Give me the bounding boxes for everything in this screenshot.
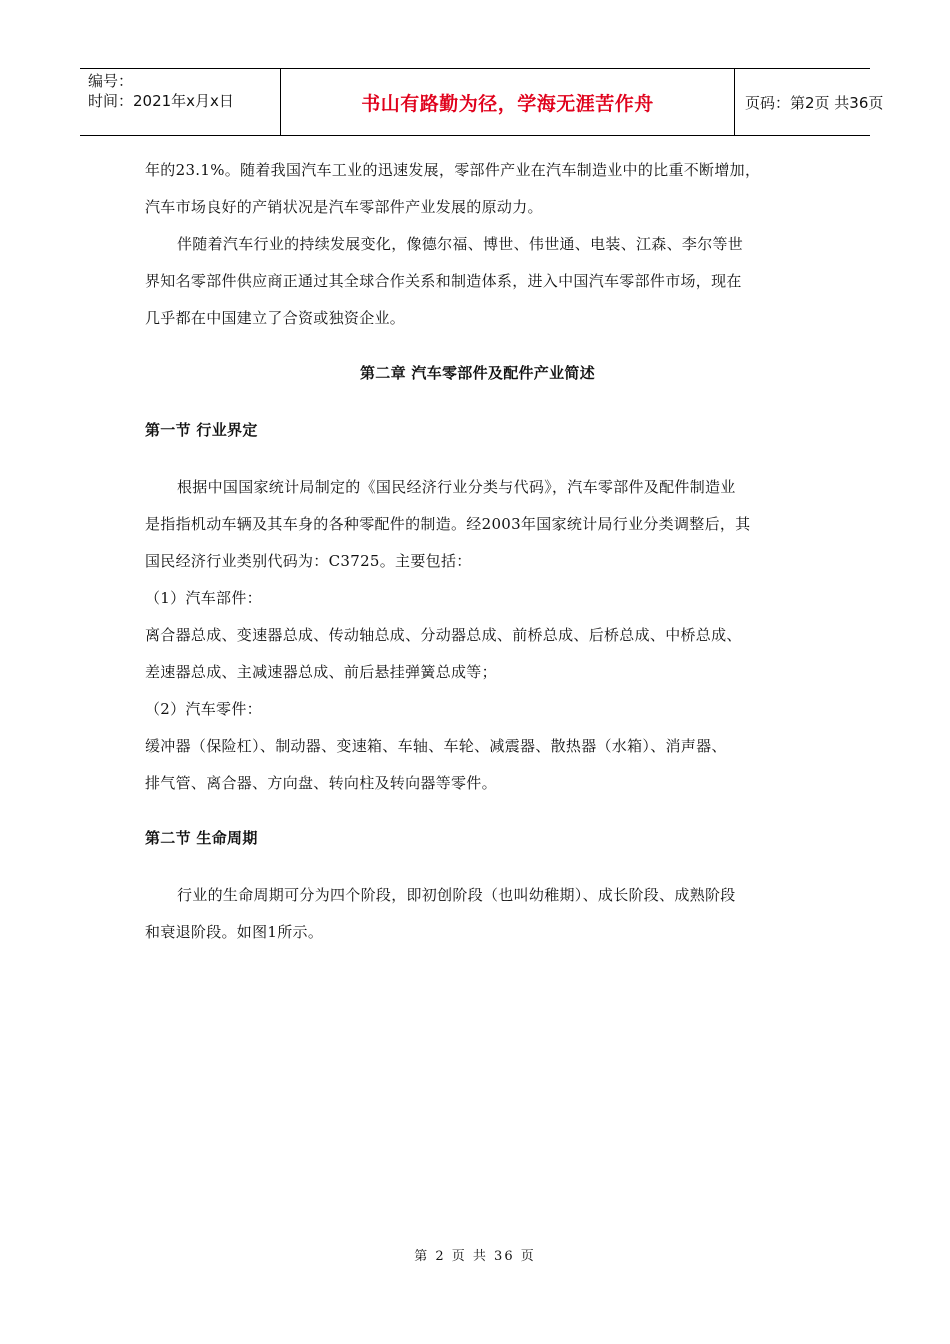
header-motto: 书山有路勤为径，学海无涯苦作舟 [361,92,654,115]
paragraph-line: 汽车市场良好的产销状况是汽车零部件产业发展的原动力。 [145,198,543,216]
paragraph-line: 几乎都在中国建立了合资或独资企业。 [145,309,406,327]
paragraph-line: 排气管、离合器、方向盘、转向柱及转向器等零件。 [145,774,497,792]
document-number-label: 编号： [88,72,134,90]
list-item-label: （1）汽车部件： [145,589,262,607]
chapter-title: 第二章 汽车零部件及配件产业简述 [359,364,596,382]
paragraph-line: 界知名零部件供应商正通过其全球合作关系和制造体系，进入中国汽车零部件市场，现在 [145,272,742,290]
paragraph-line: 根据中国国家统计局制定的《国民经济行业分类与代码》，汽车零部件及配件制造业 [177,478,736,496]
paragraph-line: 和衰退阶段。如图1所示。 [145,923,324,941]
header-motto-cell [280,69,735,135]
paragraph-line: 缓冲器（保险杠）、制动器、变速箱、车轴、车轮、减震器、散热器（水箱）、消声器、 [145,737,727,755]
page-footer: 第 2 页 共 36 页 [414,1249,536,1264]
paragraph-line: 差速器总成、主减速器总成、前后悬挂弹簧总成等； [145,663,497,681]
header-page-info: 页码：第2页 共36页 [745,93,884,112]
list-item-label: （2）汽车零件： [145,700,262,718]
paragraph-line: 国民经济行业类别代码为：C3725。主要包括： [145,552,472,570]
section-title: 第二节 生命周期 [145,829,258,847]
paragraph-line: 行业的生命周期可分为四个阶段，即初创阶段（也叫幼稚期）、成长阶段、成熟阶段 [177,886,736,904]
paragraph-line: 是指指机动车辆及其车身的各种零配件的制造。经2003年国家统计局行业分类调整后，其 [145,515,751,533]
header-meta-cell [80,69,280,135]
paragraph-line: 年的23.1%。随着我国汽车工业的迅速发展，零部件产业在汽车制造业中的比重不断增加， [145,161,761,179]
document-date: 时间：2021年x月x日 [88,92,234,110]
header-page-cell [735,69,884,135]
document-body [145,152,810,951]
paragraph-line: 伴随着汽车行业的持续发展变化，像德尔福、博世、伟世通、电装、江森、李尔等世 [177,235,744,253]
section-title: 第一节 行业界定 [145,421,258,439]
document-header [80,68,884,136]
paragraph-line: 离合器总成、变速器总成、传动轴总成、分动器总成、前桥总成、后桥总成、中桥总成、 [145,626,742,644]
